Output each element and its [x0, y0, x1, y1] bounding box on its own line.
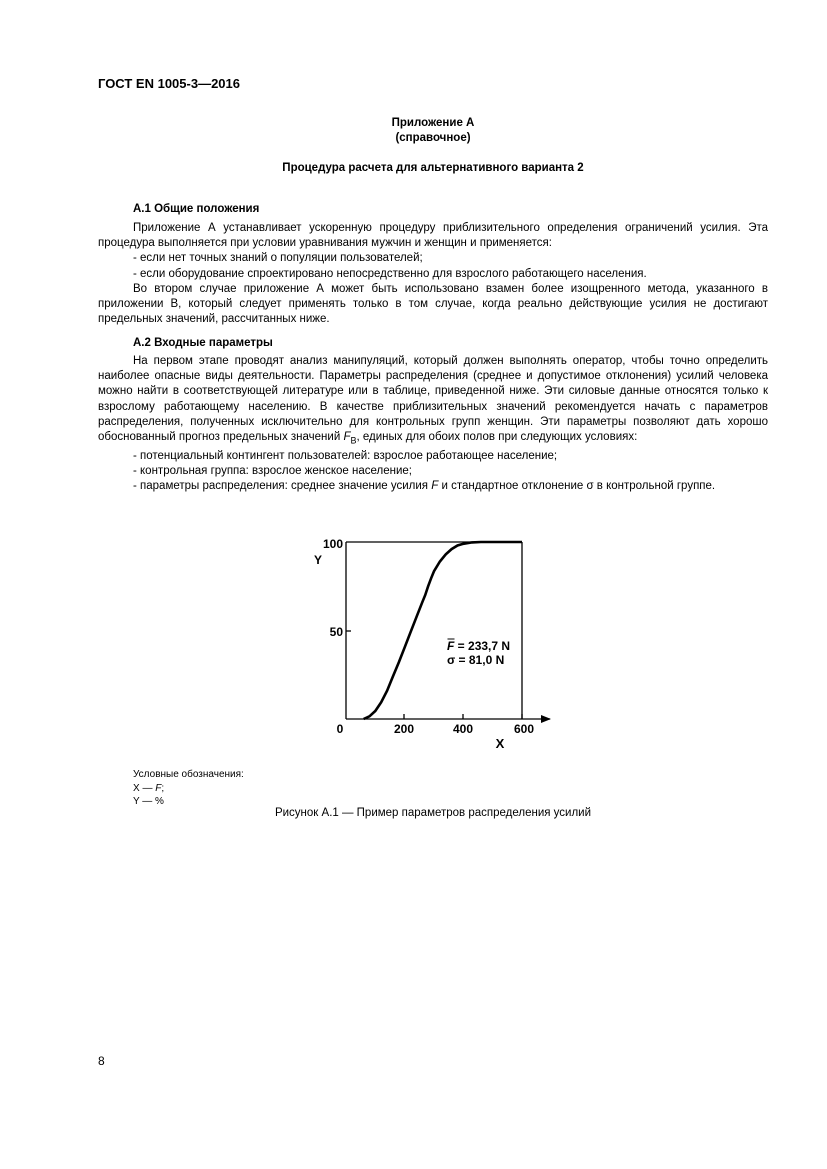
x-tick-label: 0 — [336, 722, 344, 736]
mean-value: = 233,7 N — [454, 639, 511, 653]
force-symbol: F — [431, 479, 439, 492]
force-symbol: F — [343, 431, 351, 444]
section-2-title: А.2 Входные параметры — [133, 337, 273, 349]
annex-heading: Процедура расчета для альтернативного варианта 2 — [282, 162, 584, 174]
document-code: ГОСТ EN 1005-3—2016 — [98, 76, 240, 91]
section-2-body — [98, 354, 768, 494]
x-tick-label: 600 — [513, 722, 535, 736]
legend-x-symbol: F — [155, 782, 162, 794]
figure-caption: Рисунок А.1 — Пример параметров распределения усилий — [274, 807, 592, 819]
mean-symbol: F — [447, 639, 455, 653]
y-axis-label: Y — [314, 553, 323, 567]
page-number: 8 — [98, 1054, 105, 1068]
section-1-paragraph-2: Во втором случае приложение А может быть использовано взамен более изощренного метода, указанного в приложении В, который следует применять только в том случае, когда реально действующие усилия не достигают предельных значений, рассчитанных ниже. — [98, 282, 768, 326]
y-tick-label: 50 — [329, 625, 343, 639]
x-axis-label: X — [495, 736, 505, 751]
legend-x-prefix: X — — [133, 782, 156, 794]
x-tick-label: 400 — [452, 722, 474, 736]
y-tick-label: 100 — [322, 537, 343, 551]
list-item: - если нет точных знаний о популяции пользователей; — [133, 252, 423, 265]
legend-title: Условные обозначения: — [133, 769, 244, 780]
annex-title: Приложение А — [391, 117, 475, 129]
figure-legend — [133, 768, 244, 809]
list-item-text: - параметры распределения: среднее значение усилия — [133, 479, 432, 492]
x-tick-label: 200 — [393, 722, 415, 736]
list-item — [98, 479, 768, 494]
section-1-body — [98, 221, 768, 327]
legend-y: Y — % — [133, 796, 164, 807]
list-item: - потенциальный контингент пользователей: взрослое работающее население; — [133, 449, 558, 462]
mean-annotation — [447, 639, 510, 653]
force-subscript: B — [350, 435, 357, 446]
legend-x — [133, 782, 244, 796]
annex-subtitle: (справочное) — [395, 132, 471, 144]
section-1-title: А.1 Общие положения — [133, 203, 260, 215]
distribution-chart — [290, 525, 560, 753]
paragraph-text: , единых для обоих полов при следующих условиях: — [356, 431, 638, 444]
list-item-text: и стандартное отклонение σ в контрольной группе. — [438, 479, 716, 492]
section-2-paragraph-1 — [98, 354, 768, 449]
distribution-curve — [364, 542, 522, 719]
legend-x-suffix: ; — [161, 782, 165, 794]
section-1-paragraph-1: Приложение А устанавливает ускоренную процедуру приблизительного определения ограничений усилия. Эта процедура выполняется при условии уравнивания мужчин и женщин и применяется: — [98, 222, 768, 250]
paragraph-text: На первом этапе проводят анализ манипуляций, который должен выполнять оператор, чтобы точно определить наиболее опасные виды деятельности. Параметры распределения (среднее и допустимое отклонения) усилий человека можно найти в соответствующей литературе или в таблице, приведенной ниже. Эти силовые данные относятся только к взрослому работающему населению. В качестве приблизительных значений рекомендуется начать с параметров распределения, полученных исключительно для контрольных групп женщин. Эти параметры позволяют дать хорошо обоснованный прогноз предельных значений — [98, 355, 768, 444]
sigma-annotation: σ = 81,0 N — [447, 653, 505, 667]
list-item: - контрольная группа: взрослое женское население; — [133, 464, 412, 477]
list-item: - если оборудование спроектировано непосредственно для взрослого работающего населения. — [133, 267, 647, 280]
